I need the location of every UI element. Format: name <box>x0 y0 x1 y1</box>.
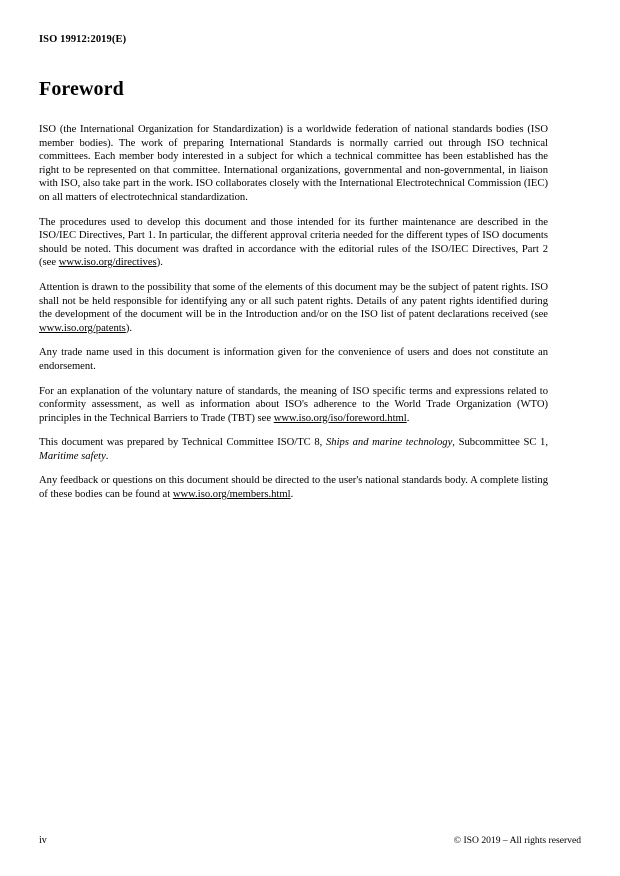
document-body <box>39 78 548 502</box>
paragraph-procedures-text-b: ). <box>156 257 163 269</box>
link-iso-directives[interactable]: www.iso.org/directives <box>58 257 157 269</box>
page-title: Foreword <box>39 78 124 100</box>
paragraph-patent-rights-text-a: Attention is drawn to the possibility that some of the elements of this document may be the subject of patent rights. ISO shall not be held responsible for identifying any or all such patent rights. Details of any patent rights identified during the development of the document will be in the Introduction and/or on the ISO list of patent declarations received (see <box>39 281 548 321</box>
document-header-reference: ISO 19912:2019(E) <box>39 34 127 45</box>
link-iso-members[interactable]: www.iso.org/members.html <box>172 489 291 501</box>
paragraph-voluntary-nature-text-b: . <box>406 412 410 424</box>
copyright-notice: © ISO 2019 – All rights reserved <box>453 835 581 846</box>
paragraph-patent-rights <box>39 281 548 335</box>
link-iso-foreword[interactable]: www.iso.org/iso/foreword.html <box>273 412 407 424</box>
paragraph-feedback-text-b: . <box>290 489 294 501</box>
paragraph-committee-text-b: , Subcommittee SC 1, <box>452 437 548 449</box>
paragraph-committee-text-c: . <box>105 450 109 462</box>
paragraph-feedback-text-a: Any feedback or questions on this document should be directed to the user's national standards body. A complete listing of these bodies can be found at <box>39 475 548 501</box>
paragraph-committee <box>39 436 548 463</box>
paragraph-trade-name: Any trade name used in this document is information given for the convenience of users and does not constitute an endorsement. <box>39 347 548 372</box>
committee-title-tc8: Ships and marine technology <box>326 437 453 449</box>
paragraph-procedures-text-a: The procedures used to develop this document and those intended for its further maintenance are described in the ISO/IEC Directives, Part 1. In particular, the different approval criteria needed for the different types of ISO documents should be noted. This document was drafted in accordance with the editorial rules of the ISO/IEC Directives, Part 2 (see <box>39 216 548 269</box>
link-iso-patents[interactable]: www.iso.org/patents <box>39 322 126 334</box>
paragraph-voluntary-nature <box>39 385 548 426</box>
paragraph-voluntary-nature-text-a: For an explanation of the voluntary nature of standards, the meaning of ISO specific terms and expressions related to conformity assessment, as well as information about ISO's adherence to the World Trade Organization (WTO) principles in the Technical Barriers to Trade (TBT) see <box>39 385 548 424</box>
subcommittee-title-sc1: Maritime safety <box>39 450 106 462</box>
paragraph-feedback <box>39 474 548 501</box>
paragraph-patent-rights-text-b: ). <box>125 322 132 334</box>
page-number: iv <box>39 835 47 846</box>
paragraph-procedures <box>39 216 548 270</box>
paragraph-iso-description: ISO (the International Organization for Standardization) is a worldwide federation of national standards bodies (ISO member bodies). The work of preparing International Standards is normally carried out through ISO technical committees. Each member body interested in a subject for which a technical committee has been established has the right to be represented on that committee. International organizations, governmental and non-governmental, in liaison with ISO, also take part in the work. ISO collaborates closely with the International Electrotechnical Commission (IEC) on all matters of electrotechnical standardization. <box>39 124 548 203</box>
paragraph-committee-text-a: This document was prepared by Technical Committee ISO/TC 8, <box>39 437 326 449</box>
